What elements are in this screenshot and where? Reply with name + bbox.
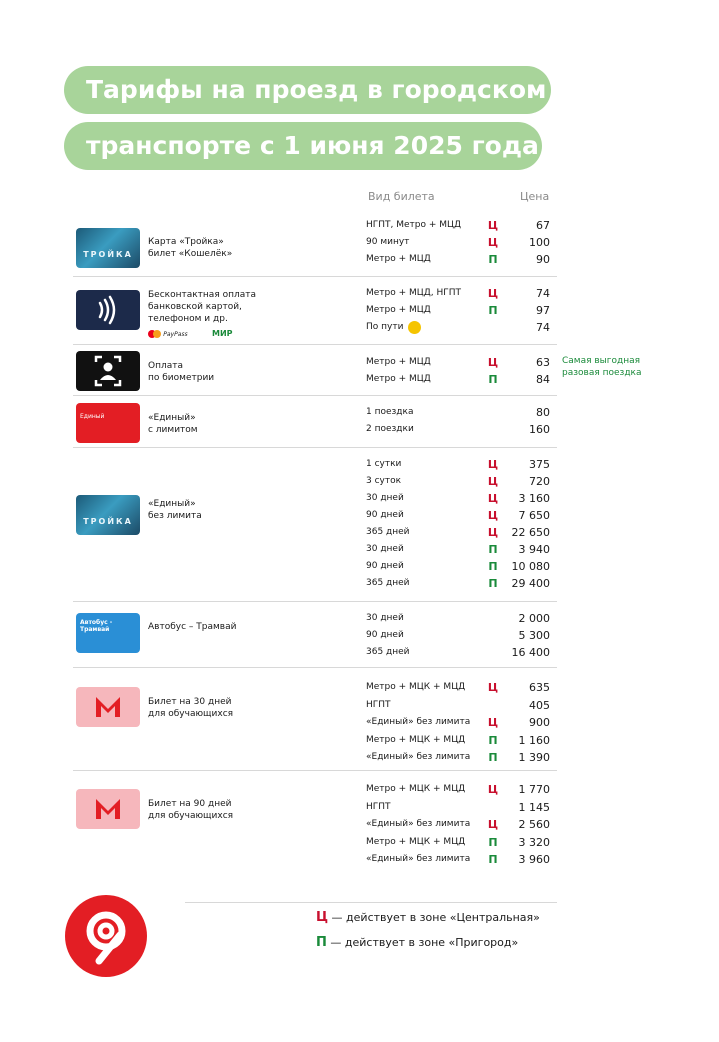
tariff-section xyxy=(73,218,557,276)
ticket-type: Метро + МЦК + МЦД xyxy=(366,836,466,847)
ticket-label xyxy=(148,798,278,822)
mir-label: МИР xyxy=(212,329,233,338)
ticket-price: 100 xyxy=(529,236,550,249)
ticket-label-line: «Единый» xyxy=(148,499,196,509)
ticket-label xyxy=(148,236,278,260)
zone-central-marker: Ц xyxy=(487,716,499,729)
mastercard-icon-right xyxy=(153,330,161,338)
ticket-type: Метро + МЦК + МЦД xyxy=(366,734,466,745)
ticket-price: 2 000 xyxy=(518,612,550,625)
ticket-type: «Единый» без лимита xyxy=(366,854,471,864)
section-divider xyxy=(73,395,557,396)
tariff-row xyxy=(366,645,550,660)
ticket-label-line: для обучающихся xyxy=(148,811,234,821)
ticket-type: 2 поездки xyxy=(366,424,414,434)
tariff-row xyxy=(366,405,550,420)
section-divider xyxy=(73,276,557,277)
ticket-price: 3 960 xyxy=(518,853,550,866)
legend-central xyxy=(316,910,540,925)
ticket-price: 84 xyxy=(536,373,550,386)
paypass-label: PayPass xyxy=(163,331,188,338)
ticket-price: 10 080 xyxy=(511,560,550,573)
zone-suburb-marker: П xyxy=(488,373,498,386)
ticket-card-image xyxy=(76,228,140,268)
zone-suburb-marker: П xyxy=(488,853,498,866)
column-header-price: Цена xyxy=(520,190,550,203)
tariff-row xyxy=(366,491,550,506)
ticket-price: 405 xyxy=(529,698,550,712)
ticket-type: 30 дней xyxy=(366,493,404,503)
zone-central-letter: Ц xyxy=(316,910,329,925)
tariff-row xyxy=(366,715,550,730)
section-divider xyxy=(73,667,557,668)
page-title-line-1: Тарифы на проезд в городском xyxy=(64,66,551,114)
tariff-section xyxy=(73,399,557,447)
ticket-type: 90 дней xyxy=(366,561,404,571)
ticket-type: Метро + МЦД xyxy=(366,357,431,367)
tariff-row xyxy=(366,355,550,370)
ticket-label-line: по биометрии xyxy=(148,373,215,383)
column-header-ticket-type: Вид билета xyxy=(368,190,435,203)
zone-suburb-marker: П xyxy=(488,733,498,747)
ticket-price: 1 770 xyxy=(518,783,550,796)
tariff-row xyxy=(366,372,550,387)
zone-central-marker: Ц xyxy=(487,818,499,831)
ticket-price: 7 650 xyxy=(518,509,550,522)
card-text: ТРОЙКА xyxy=(83,250,133,259)
ticket-label xyxy=(148,621,278,633)
legend-divider xyxy=(185,902,557,903)
ticket-label-line: телефоном и др. xyxy=(148,314,228,324)
tariff-row xyxy=(366,576,550,591)
ticket-type: 90 минут xyxy=(366,237,410,247)
ticket-label xyxy=(148,289,278,340)
zone-central-marker: Ц xyxy=(487,236,499,249)
ticket-type: Метро + МЦД xyxy=(366,305,431,315)
tariff-row xyxy=(366,525,550,540)
taxi-icon xyxy=(408,321,421,334)
ticket-card-image xyxy=(76,495,140,535)
tariff-section xyxy=(73,605,557,667)
zone-central-marker: Ц xyxy=(487,783,499,796)
moscow-transport-logo xyxy=(65,895,147,977)
zone-suburb-marker: П xyxy=(488,577,498,590)
card-text: Единый xyxy=(80,413,105,420)
ticket-price: 80 xyxy=(536,406,550,419)
tariff-row xyxy=(366,750,550,765)
tariff-row xyxy=(366,457,550,472)
ticket-type: По пути xyxy=(366,322,404,332)
tariff-section xyxy=(73,451,557,601)
zone-suburb-marker: П xyxy=(488,543,498,556)
page-title-line-2: транспорте с 1 июня 2025 года xyxy=(64,122,542,170)
ticket-label-line: Билет на 90 дней xyxy=(148,799,232,809)
best-value-note-line: разовая поездка xyxy=(562,368,642,378)
tariff-row xyxy=(366,628,550,643)
ticket-price: 1 390 xyxy=(518,751,550,764)
ticket-price: 5 300 xyxy=(518,629,550,642)
ticket-label-line: Карта «Тройка» xyxy=(148,237,224,247)
ticket-price: 16 400 xyxy=(511,646,550,659)
ticket-type: 30 дней xyxy=(366,613,404,623)
zone-central-marker: Ц xyxy=(487,287,499,300)
ticket-type: 1 поездка xyxy=(366,407,414,417)
ticket-price: 900 xyxy=(529,716,550,729)
legend-suburb-text: — действует в зоне «Пригород» xyxy=(326,936,519,949)
tariff-row xyxy=(366,542,550,557)
section-divider xyxy=(73,770,557,771)
tariff-section xyxy=(73,672,557,770)
ticket-label xyxy=(148,498,278,522)
ticket-type: «Единый» без лимита xyxy=(366,717,471,727)
face-id-icon xyxy=(76,351,140,391)
ticket-card-image xyxy=(76,687,140,727)
metro-m-icon xyxy=(76,789,140,829)
ticket-type: 90 дней xyxy=(366,510,404,520)
tariff-row xyxy=(366,218,550,233)
tariff-row xyxy=(366,835,550,850)
ticket-type: Метро + МЦД xyxy=(366,254,431,264)
ticket-type: Метро + МЦД xyxy=(366,374,431,384)
ticket-label xyxy=(148,360,278,384)
ticket-price: 635 xyxy=(529,681,550,694)
metro-m-icon xyxy=(76,687,140,727)
ticket-label-line: Оплата xyxy=(148,361,183,371)
logo-icon xyxy=(65,895,147,977)
tariff-row xyxy=(366,782,550,797)
ticket-price: 1 160 xyxy=(518,733,550,747)
zone-suburb-marker: П xyxy=(488,751,498,764)
zone-suburb-marker: П xyxy=(488,560,498,573)
ticket-type: «Единый» без лимита xyxy=(366,752,471,762)
ticket-price: 3 160 xyxy=(518,492,550,505)
tariff-row xyxy=(366,320,550,335)
card-text: Автобус - Трамвай xyxy=(80,619,113,633)
ticket-card-image xyxy=(76,613,140,653)
zone-central-marker: Ц xyxy=(487,356,499,369)
tariff-row xyxy=(366,698,550,713)
ticket-price: 375 xyxy=(529,458,550,471)
legend-central-text: — действует в зоне «Центральная» xyxy=(328,911,540,924)
ticket-label-line: «Единый» xyxy=(148,413,196,423)
ticket-card-image xyxy=(76,789,140,829)
ticket-label-line: для обучающихся xyxy=(148,709,234,719)
ticket-card-image xyxy=(76,351,140,391)
ticket-type: 365 дней xyxy=(366,647,410,657)
ticket-label-line: билет «Кошелёк» xyxy=(148,249,233,259)
ticket-type: 365 дней xyxy=(366,527,410,537)
contactless-icon xyxy=(76,290,140,330)
tariff-row xyxy=(366,852,550,867)
tariff-row xyxy=(366,252,550,267)
ticket-type: 3 суток xyxy=(366,476,402,486)
tariff-section xyxy=(73,347,557,395)
zone-central-marker: Ц xyxy=(487,681,499,694)
ticket-type: 365 дней xyxy=(366,578,410,588)
ticket-type: 30 дней xyxy=(366,544,404,554)
section-divider xyxy=(73,344,557,345)
zone-central-marker: Ц xyxy=(487,219,499,232)
best-value-note xyxy=(562,355,642,379)
section-divider xyxy=(73,447,557,448)
ticket-card-image xyxy=(76,290,140,330)
ticket-label xyxy=(148,696,278,720)
ticket-label-line: Бесконтактная оплата xyxy=(148,290,257,300)
ticket-type: НГПТ xyxy=(366,699,391,710)
zone-central-marker: Ц xyxy=(487,509,499,522)
section-divider xyxy=(73,601,557,602)
ticket-type: Метро + МЦК + МЦД xyxy=(366,682,466,692)
ticket-label-line: Автобус – Трамвай xyxy=(148,622,237,632)
ticket-price: 1 145 xyxy=(518,800,550,814)
tariff-row xyxy=(366,559,550,574)
ticket-type: 90 дней xyxy=(366,630,404,640)
zone-central-marker: Ц xyxy=(487,526,499,539)
ticket-type: «Единый» без лимита xyxy=(366,819,471,829)
ticket-price: 90 xyxy=(536,253,550,266)
tariff-row xyxy=(366,817,550,832)
payment-logos xyxy=(148,328,278,340)
zone-suburb-marker: П xyxy=(488,304,498,317)
ticket-label-line: Билет на 30 дней xyxy=(148,697,232,707)
ticket-label-line: без лимита xyxy=(148,511,202,521)
tariff-row xyxy=(366,680,550,695)
tariff-row xyxy=(366,286,550,301)
zone-central-marker: Ц xyxy=(487,458,499,471)
ticket-label xyxy=(148,412,278,436)
ticket-price: 720 xyxy=(529,475,550,488)
ticket-type: Метро + МЦД, НГПТ xyxy=(366,288,462,298)
ticket-price: 29 400 xyxy=(511,577,550,590)
ticket-price: 3 940 xyxy=(518,543,550,556)
tariff-row xyxy=(366,422,550,437)
zone-suburb-marker: П xyxy=(488,253,498,266)
ticket-type: 1 сутки xyxy=(366,459,402,469)
ticket-price: 160 xyxy=(529,423,550,436)
ticket-label-line: банковской картой, xyxy=(148,302,242,312)
ticket-price: 97 xyxy=(536,304,550,317)
zone-central-marker: Ц xyxy=(487,475,499,488)
ticket-type: Метро + МЦК + МЦД xyxy=(366,784,466,794)
card-text: ТРОЙКА xyxy=(83,517,133,526)
zone-suburb-letter: П xyxy=(316,935,327,950)
ticket-price: 67 xyxy=(536,219,550,232)
ticket-type: НГПТ, Метро + МЦД xyxy=(366,220,462,230)
ticket-price: 74 xyxy=(536,321,550,334)
tariff-row xyxy=(366,474,550,489)
ticket-label-line: с лимитом xyxy=(148,425,198,435)
tariff-row xyxy=(366,611,550,626)
ticket-card-image xyxy=(76,403,140,443)
zone-suburb-marker: П xyxy=(488,835,498,849)
legend-suburb xyxy=(316,935,518,950)
tariff-section xyxy=(73,774,557,874)
tariff-row xyxy=(366,800,550,815)
tariff-row xyxy=(366,508,550,523)
tariff-row xyxy=(366,733,550,748)
tariff-row xyxy=(366,235,550,250)
ticket-price: 2 560 xyxy=(518,818,550,831)
tariff-section xyxy=(73,280,557,344)
ticket-type: НГПТ xyxy=(366,801,391,812)
ticket-price: 63 xyxy=(536,356,550,369)
tariff-row xyxy=(366,303,550,318)
ticket-price: 74 xyxy=(536,287,550,300)
zone-central-marker: Ц xyxy=(487,492,499,505)
best-value-note-line: Самая выгодная xyxy=(562,356,641,366)
ticket-price: 3 320 xyxy=(518,835,550,849)
ticket-price: 22 650 xyxy=(511,526,550,539)
